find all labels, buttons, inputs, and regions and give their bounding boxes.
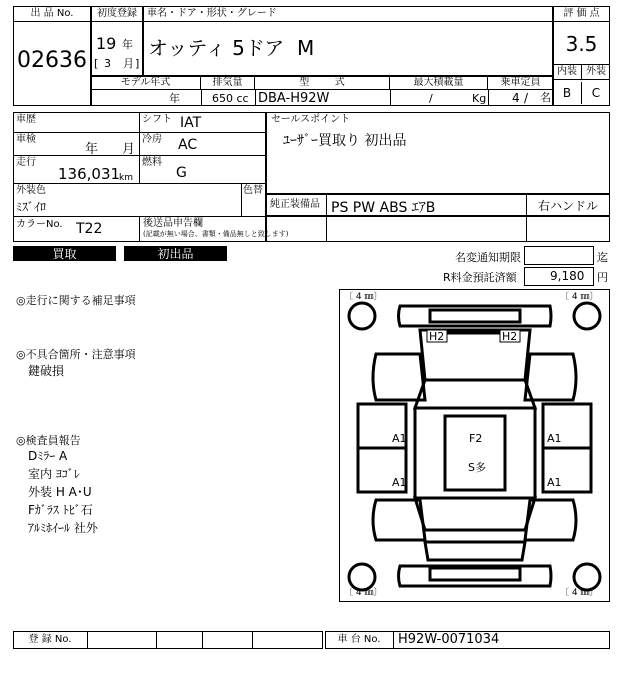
color-value: ﾐｽﾞｲﾛ [16,200,47,214]
handle-value: 右ハンドル [537,198,598,213]
equipment-label: 純正装備品 [270,199,320,210]
tire-tread-front-left: 〔 4 ㎜〕 [344,292,383,302]
shift-value: IAT [180,115,202,131]
equipment-items: PS PW ABS ｴｱB [331,200,436,216]
ac-value: AC [178,137,198,153]
load-separator: / [429,92,433,105]
exterior-grade: C [591,86,601,100]
sales-point-label: セールスポイント [271,114,351,125]
inspector-line: ｱﾙﾐﾎｲｰﾙ 社外 [28,521,98,535]
load-unit: Kg [472,92,487,105]
first-reg-month: 3 [104,57,111,70]
tag-purchase: 買取 [13,246,116,261]
first-reg-month-unit: 月 [123,57,134,70]
defect-notes-title: ◎不具合箇所・注意事項 [16,348,136,361]
inspection-month-unit: 月 [122,142,136,157]
recycle-label: R料金預託済額 [443,271,517,284]
tire-tread-rear-left: 〔 4 ㎜〕 [344,588,383,598]
inspection-label: 車検 [16,134,36,145]
damage-mark-h2-right: H2 [502,330,518,343]
fuel-label: 燃料 [142,157,162,168]
displacement-value: 650 cc [212,92,249,105]
damage-diagram [339,289,610,602]
color-no-label: カラーNo. [16,219,63,230]
history-label: 車歴 [16,114,36,125]
fuel-value: G [176,165,187,181]
score-label: 評 価 点 [553,6,610,22]
model-year-label: モデル年式 [91,76,201,90]
color-no-value: T22 [76,221,103,237]
chassis-number: H92W-0071034 [398,632,500,647]
mileage-label: 走行 [16,157,36,168]
type-label: 型 式 [255,76,390,90]
defect-line: 鍵破損 [28,364,65,378]
inspector-line: 外装 H A･U [28,485,92,499]
shift-label: シフト [142,114,172,125]
car-name-label: 車名・ドア・形状・グレード [143,6,553,22]
sales-point-text: ﾕｰｻﾞｰ買取り 初出品 [283,133,407,149]
interior-label: 内装 [553,64,582,80]
interior-grade: B [553,82,582,104]
damage-mark-s: S多 [468,461,486,474]
first-reg-year: 19 [96,34,117,53]
mileage-unit: km [119,173,133,183]
recycle-unit: 円 [597,271,608,284]
recycle-value: 9,180 [550,269,585,283]
tire-tread-rear-right: 〔 4 ㎜〕 [560,588,599,598]
damage-mark-a1-lower-right: A1 [547,476,562,489]
first-reg-label: 初度登録 [91,6,143,22]
color-label: 外装色 [16,185,46,196]
docs-label: 後送品申告欄 [143,218,203,229]
inspector-line: Dﾐﾗｰ A [28,449,68,463]
inspector-report-title: ◎検査員報告 [16,434,81,447]
name-change-label: 名変通知期限 [455,251,521,264]
driving-notes-title: ◎走行に関する補足事項 [16,294,136,307]
score-value: 3.5 [565,32,598,56]
car-name: オッティ 5ドア M [148,36,315,60]
tire-tread-front-right: 〔 4 ㎜〕 [560,292,599,302]
capacity-separator: / [524,91,529,105]
lot-number: 02636 [17,47,87,73]
docs-note: (記載が無い場合、書類・備品無しと致します) [143,230,289,238]
registration-label: 登 録 No. [28,634,72,645]
damage-mark-a1-upper-right: A1 [547,432,562,445]
name-change-box [524,246,594,265]
damage-mark-h2-left: H2 [429,330,445,343]
type-value: DBA-H92W [258,91,330,106]
capacity-label: 乗車定員 [488,76,553,90]
model-year-unit: 年 [169,92,180,105]
mileage-value: 136,031 [58,165,121,183]
capacity-unit: 名 [540,91,551,104]
first-reg-year-unit: 年 [122,38,133,51]
capacity-value: 4 [512,91,520,105]
docs-extra-box [266,216,610,242]
inspector-line: Fｶﾞﾗｽ ﾄﾋﾞ石 [28,503,93,517]
ac-label: 冷房 [142,134,162,145]
damage-mark-f2: F2 [469,432,483,445]
displacement-label: 排気量 [201,76,255,90]
name-change-unit: 迄 [597,251,608,264]
inspector-line: 室内 ﾖｺﾞﾚ [28,467,80,481]
recolor-label: 色替 [243,185,263,196]
max-load-label: 最大積載量 [390,76,488,90]
inspection-year-unit: 年 [85,142,99,157]
lot-label: 出 品 No. [13,6,91,22]
car-outline [340,290,609,601]
chassis-label: 車 台 No. [337,634,381,645]
exterior-label: 外装 [582,64,610,80]
tag-first-listing: 初出品 [124,246,227,261]
damage-mark-a1-lower-left: A1 [392,476,407,489]
damage-mark-a1-upper-left: A1 [392,432,407,445]
